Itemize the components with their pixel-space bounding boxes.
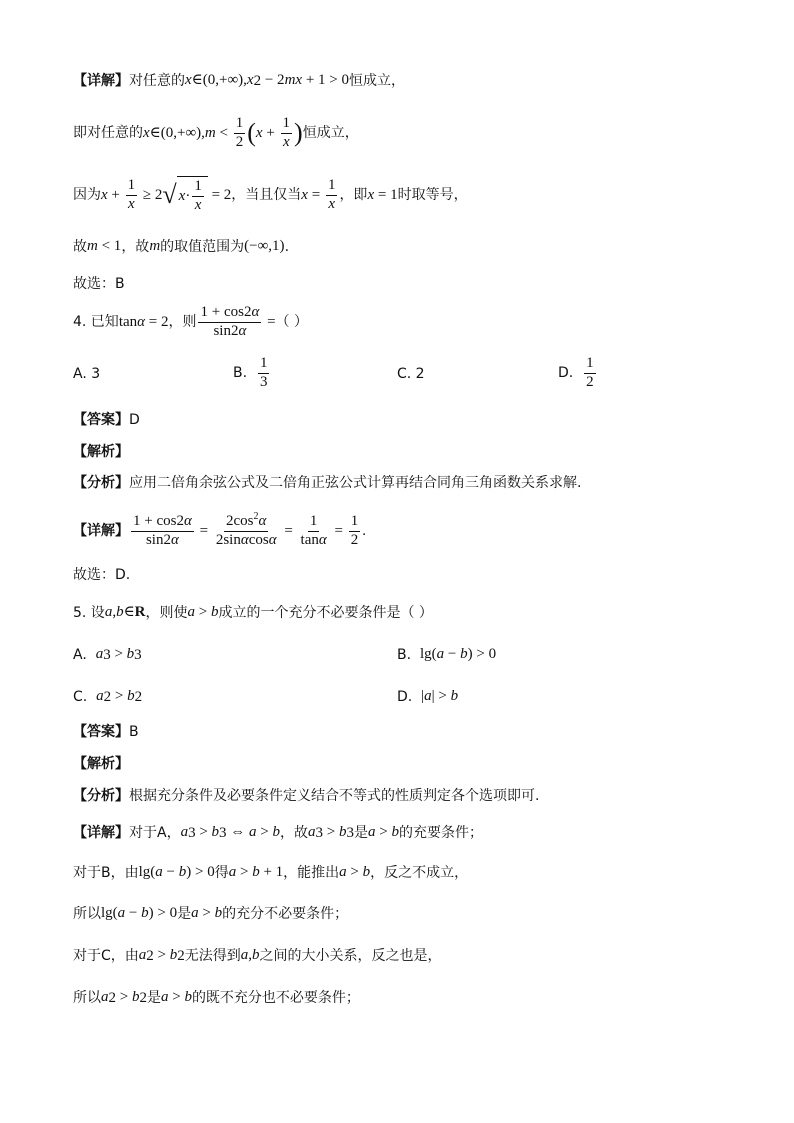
text: ，即: [339, 187, 368, 203]
answer-line: 【答案】 D: [73, 412, 140, 428]
fraction: $\frac{1 + \cos 2\alpha}{\sin 2\alpha}$: [133, 513, 192, 548]
text: ，当且仅当: [231, 187, 302, 203]
detail-tag: 【详解】: [73, 72, 129, 89]
text: 成立的一个充分不必要条件是（ ）: [218, 604, 433, 621]
fraction: $\frac{1}{3}$: [259, 355, 268, 390]
detail-q4: 【详解】 $\frac{1 + \cos 2\alpha}{\sin 2\alpha}$ = $\frac{2\cos^2\alpha}{2\sin\alpha\cos\alpha}$ = $\frac{1}{\tan\alpha}$ = $\frac{1}{2}$ .: [73, 511, 366, 548]
fraction: $\frac{1}{x}$: [127, 177, 136, 212]
text: 对任意的: [129, 72, 185, 89]
text: ，则: [168, 314, 197, 330]
text: 因为: [73, 187, 101, 203]
option-a: A. a 3 > b 3: [73, 646, 142, 663]
option-b: B. $\frac{1}{3}$: [233, 355, 268, 390]
text: 故选：B: [73, 276, 125, 292]
analysis-tag-line: 【解析】: [73, 444, 129, 460]
fenxi-line: 【分析】 应用二倍角余弦公式及二倍角正弦公式计算再结合同角三角函数关系求解.: [73, 475, 582, 491]
option-c: C. a 2 > b 2: [73, 688, 143, 705]
text: 时取等号，: [397, 187, 468, 203]
detail-q5-c2: 所以 a 2 > b 2 是 a > b 的既不充分也不必要条件；: [73, 989, 360, 1006]
fraction: $\frac{1}{\tan\alpha}$: [300, 513, 327, 548]
fraction: $\frac{1}{2}$: [350, 513, 359, 548]
detail-q5-b2: 所以 lg( a − b ) > 0 是 a > b 的充分不必要条件；: [73, 905, 349, 922]
detail-line-2: 即对任意的 x ∈(0,+∞), m < $\frac{1}{2}$ ( x + $\frac{1}{x}$ ) 恒成立，: [73, 115, 359, 150]
option-d: D. $\frac{1}{2}$: [558, 355, 594, 390]
question-number: 5. 设: [73, 604, 105, 621]
detail-line-4: 故 m < 1 ，故 m 的取值范围为 (−∞,1) .: [73, 238, 290, 255]
answer-value: D: [129, 412, 140, 428]
question-number: 4. 已知: [73, 314, 119, 330]
detail-q5-a: 【详解】 对于A， a 3 > b 3 ⇔ a > b ，故 a 3 > b 3 是 a > b 的充要条件；: [73, 824, 483, 841]
fraction: $\frac{1}{x}$: [327, 177, 336, 212]
question-4: 4. 已知 tan α = 2 ，则 $\frac{1 + \cos 2\alpha}{\sin 2\alpha}$ = （ ）: [73, 304, 308, 339]
fraction: $\frac{2\cos^2\alpha}{2\sin\alpha\cos\alpha}$: [215, 511, 277, 548]
text: ，故: [121, 238, 150, 255]
text: 故: [73, 238, 87, 255]
text: 即对任意的: [73, 125, 143, 141]
option-d: D. | a | > b: [397, 688, 459, 705]
text: 的取值范围为: [160, 238, 245, 255]
detail-q5-b: 对于B，由 lg( a − b ) > 0 得 a > b + 1 ，能推出 a > b ，反之不成立，: [73, 864, 469, 881]
math: x: [246, 72, 254, 88]
question-5: 5. 设 a , b ∈ R ，则使 a > b 成立的一个充分不必要条件是（ ）: [73, 604, 433, 621]
detail-q5-c: 对于C，由 a 2 > b 2 无法得到 a , b 之间的大小关系，反之也是，: [73, 947, 442, 964]
text: 恒成立，: [302, 125, 359, 141]
text: .: [284, 238, 290, 255]
fenxi-line: 【分析】 根据充分条件及必要条件定义结合不等式的性质判定各个选项即可.: [73, 788, 540, 804]
detail-line-3: 因为 x + $\frac{1}{x}$ ≥ 2 √ x · $\frac{1}{x}$ = 2 ，当且仅当 x = $\frac{1}{x}$ ，即 x = 1 时取等号，: [73, 177, 468, 213]
answer-line: 【答案】 B: [73, 724, 139, 740]
choose-line: [73, 277, 754, 291]
option-b: B. lg( a − b ) > 0: [397, 646, 497, 663]
text: ，则使: [145, 604, 188, 621]
math: x: [185, 72, 192, 88]
fraction: $\frac{1}{2}$: [235, 115, 244, 150]
sqrt: √ x · $\frac{1}{x}$: [162, 176, 207, 214]
option-a: A. 3: [73, 366, 101, 382]
answer-value: B: [129, 724, 139, 740]
option-c: C. 2: [397, 366, 425, 382]
text: （ ）: [275, 314, 308, 330]
text: 恒成立，: [348, 72, 405, 89]
analysis-tag-line: 【解析】: [73, 756, 129, 772]
fraction: $\frac{1}{2}$: [586, 355, 594, 390]
choose-line-q4: 故选：D.: [73, 567, 131, 583]
fraction: $\frac{1 + \cos 2\alpha}{\sin 2\alpha}$: [200, 304, 260, 339]
fraction: $\frac{1}{x}$: [282, 115, 291, 150]
detail-line-1: 【详解】 对任意的 x ∈(0,+∞), x 2 − 2 mx + 1 > 0 恒成立，: [73, 72, 405, 89]
